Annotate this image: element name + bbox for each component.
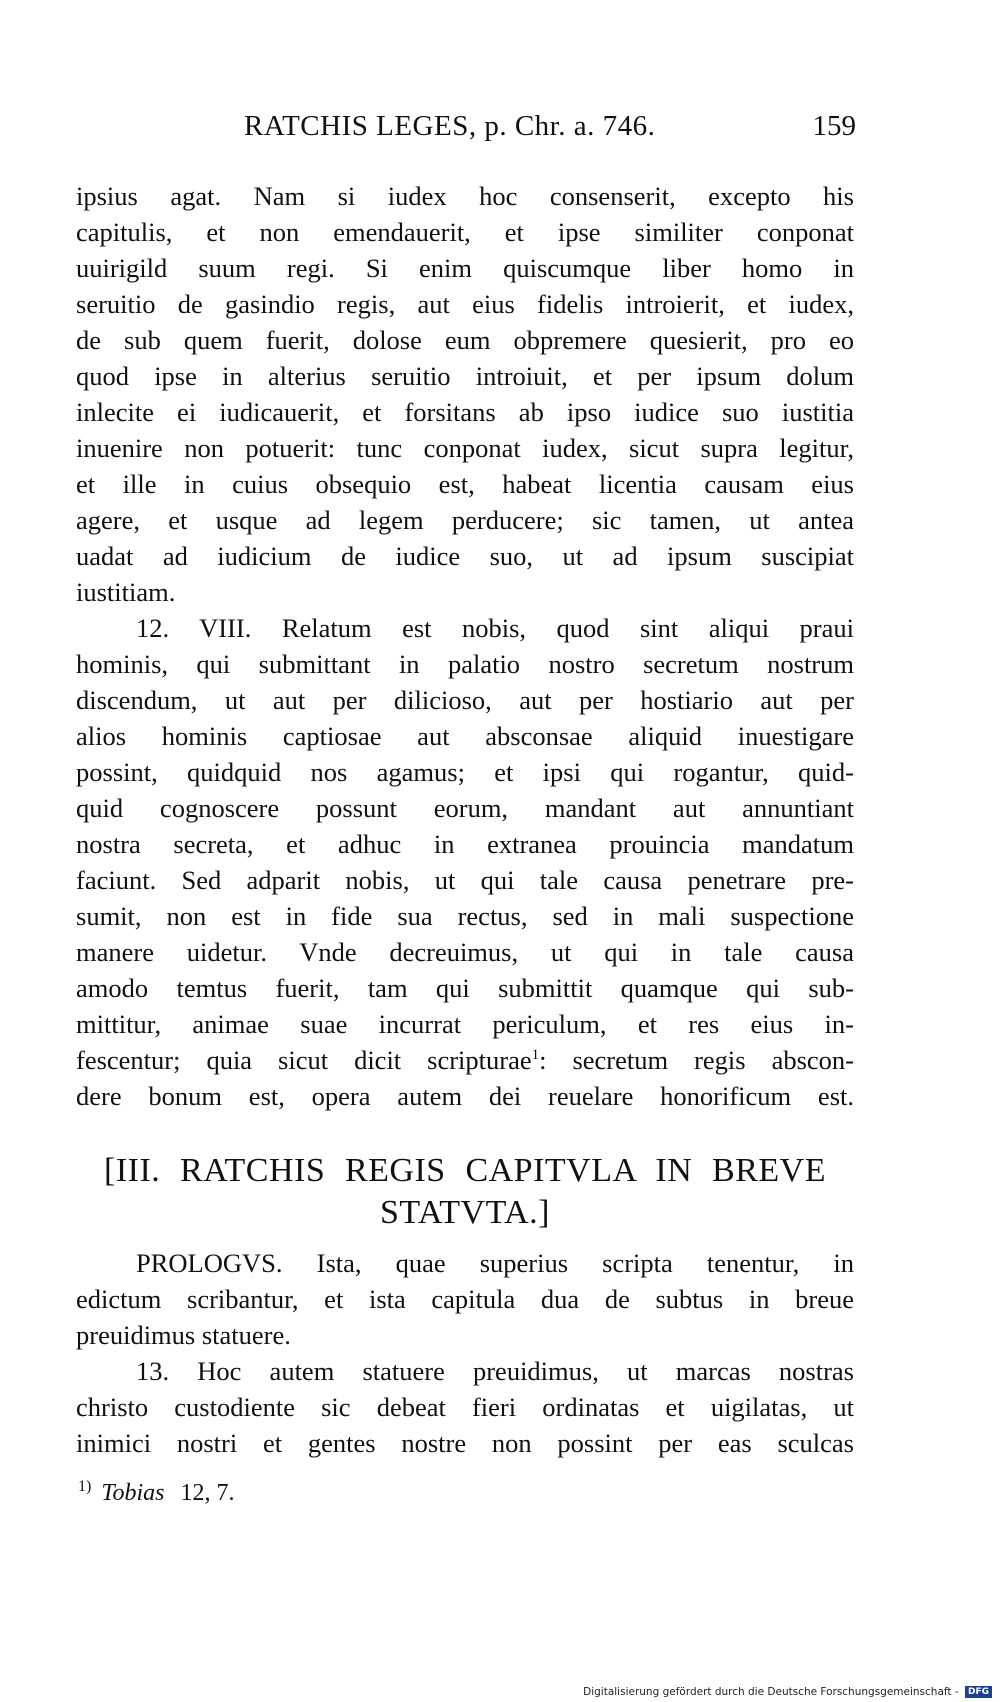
text-line: faciunt. Sed adparit nobis, ut qui tale causa penetrare pre- — [76, 865, 854, 895]
section-heading-line: STATVTA.] — [380, 1194, 550, 1231]
text-line: quod ipse in alterius seruitio introiuit, et per ipsum dolum — [76, 361, 854, 391]
running-head-title: RATCHIS LEGES, p. Chr. a. 746. — [244, 110, 656, 142]
section-heading-line: [III. RATCHIS REGIS CAPITVLA IN BREVE — [104, 1152, 826, 1189]
text-line: mittitur, animae suae incurrat periculum, et res eius in- — [76, 1009, 854, 1039]
digitization-credit — [583, 1686, 992, 1698]
page-number: 159 — [812, 110, 856, 142]
footnote-location: 12, 7. — [180, 1480, 235, 1506]
text-line: christo custodiente sic debeat fieri ordinatas et uigilatas, ut — [76, 1392, 854, 1422]
text-line: inlecite ei iudicauerit, et forsitans ab ipso iudice suo iustitia — [76, 397, 854, 427]
text-line: dere bonum est, opera autem dei reuelare honorificum est. — [76, 1081, 854, 1111]
paragraph-13 — [76, 1353, 854, 1461]
text-line — [76, 1042, 854, 1078]
running-head — [76, 110, 856, 150]
text-segment: fescentur; quia sicut dicit scripturae — [76, 1045, 532, 1075]
footnote-mark: 1) — [78, 1478, 92, 1495]
paragraph-continuation — [76, 178, 854, 610]
text-line: inuenire non potuerit: tunc conponat iudex, sicut supra legitur, — [76, 433, 854, 463]
text-line: manere uidetur. Vnde decreuimus, ut qui in tale causa — [76, 937, 854, 967]
text-line: PROLOGVS. Ista, quae superius scripta tenentur, in — [136, 1248, 854, 1278]
text-line: inimici nostri et gentes nostre non possint per eas sculcas — [76, 1428, 854, 1458]
text-line: 12. VIII. Relatum est nobis, quod sint aliqui praui — [136, 613, 854, 643]
text-line: de sub quem fuerit, dolose eum obpremere quesierit, pro eo — [76, 325, 854, 355]
text-line: discendum, ut aut per dilicioso, aut per hostiario aut per — [76, 685, 854, 715]
credit-text: Digitalisierung gefördert durch die Deutsche Forschungsgemeinschaft - — [583, 1686, 959, 1698]
text-line: possint, quidquid nos agamus; et ipsi qui rogantur, quid- — [76, 757, 854, 787]
text-line: preuidimus statuere. — [76, 1320, 291, 1350]
paragraph-prologus — [76, 1245, 854, 1353]
dfg-logo: DFG — [965, 1686, 992, 1698]
text-line: et ille in cuius obsequio est, habeat licentia causam eius — [76, 469, 854, 499]
text-line: 13. Hoc autem statuere preuidimus, ut marcas nostras — [136, 1356, 854, 1386]
text-line: amodo temtus fuerit, tam qui submittit quamque qui sub- — [76, 973, 854, 1003]
text-line: sumit, non est in fide sua rectus, sed in mali suspectione — [76, 901, 854, 931]
text-segment: : secretum regis abscon- — [539, 1045, 854, 1075]
text-line: uadat ad iudicium de iudice suo, ut ad ipsum suscipiat — [76, 541, 854, 571]
footnote — [78, 1478, 234, 1507]
text-line: edictum scribantur, et ista capitula dua de subtus in breue — [76, 1284, 854, 1314]
text-line: quid cognoscere possunt eorum, mandant aut annuntiant — [76, 793, 854, 823]
paragraph-12 — [76, 610, 854, 1114]
text-line: capitulis, et non emendauerit, et ipse similiter conponat — [76, 217, 854, 247]
text-line: seruitio de gasindio regis, aut eius fidelis introierit, et iudex, — [76, 289, 854, 319]
text-line: uuirigild suum regi. Si enim quiscumque liber homo in — [76, 253, 854, 283]
text-line: ipsius agat. Nam si iudex hoc consenserit, excepto his — [76, 181, 854, 211]
text-line: alios hominis captiosae aut absconsae aliquid inuestigare — [76, 721, 854, 751]
text-line: agere, et usque ad legem perducere; sic tamen, ut antea — [76, 505, 854, 535]
footnote-reference: 1 — [531, 1047, 540, 1064]
section-heading — [76, 1150, 854, 1234]
text-line: hominis, qui submittant in palatio nostro secretum nostrum — [76, 649, 854, 679]
text-line: nostra secreta, et adhuc in extranea prouincia mandatum — [76, 829, 854, 859]
footnote-source: Tobias — [101, 1480, 165, 1506]
text-line: iustitiam. — [76, 577, 176, 607]
